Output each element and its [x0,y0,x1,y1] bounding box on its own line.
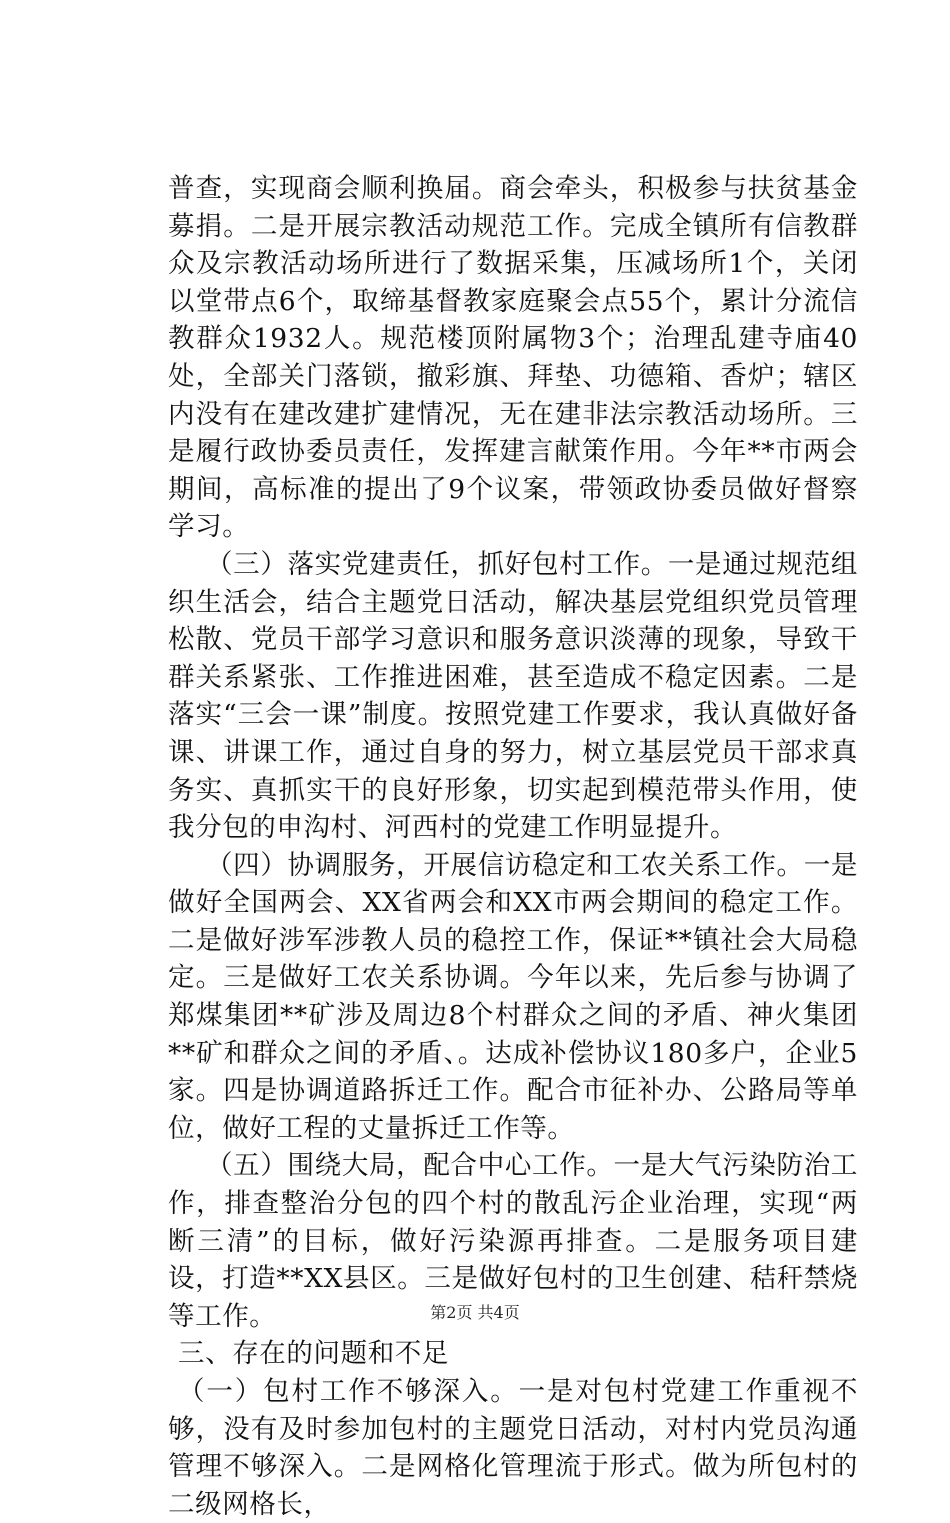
page-number-footer: 第2页 共4页 [430,1303,520,1322]
paragraph-section-4: （四）协调服务，开展信访稳定和工农关系工作。一是做好全国两会、XX省两会和XX市两会期间的稳定工作。二是做好涉军涉教人员的稳控工作，保证**镇社会大局稳定。三是做好工农关系协调。今年以来，先后参与协调了郑煤集团**矿涉及周边8个村群众之间的矛盾、神火集团**矿和群众之间的矛盾、。达成补偿协议180多户，企业5家。四是协调道路拆迁工作。配合市征补办、公路局等单位，做好工程的丈量拆迁工作等。 [168,849,858,1144]
section-heading-problems: 三、存在的问题和不足 [178,1338,449,1370]
paragraph-section-5: （五）围绕大局，配合中心工作。一是大气污染防治工作，排查整治分包的四个村的散乱污企业治理，实现“两断三清”的目标，做好污染源再排查。二是服务项目建设，打造**XX县区。三是做好包村的卫生创建、秸秆禁烧等工作。 [168,1150,858,1332]
paragraph-continuation: 普查，实现商会顺利换届。商会牵头，积极参与扶贫基金募捐。二是开展宗教活动规范工作。完成全镇所有信教群众及宗教活动场所进行了数据采集，压减场所1个，关闭以堂带点6个，取缔基督教家庭聚会点55个，累计分流信教群众1932人。规范楼顶附属物3个；治理乱建寺庙40处，全部关门落锁，撤彩旗、拜垫、功德箱、香炉；辖区内没有在建改建扩建情况，无在建非法宗教活动场所。三是履行政协委员责任，发挥建言献策作用。今年**市两会期间，高标准的提出了9个议案，带领政协委员做好督察学习。 [168,173,858,543]
paragraph-problem-1: （一）包村工作不够深入。一是对包村党建工作重视不够，没有及时参加包村的主题党日活动，对村内党员沟通管理不够深入。二是网格化管理流于形式。做为所包村的二级网格长， [168,1376,858,1520]
paragraph-section-3: （三）落实党建责任，抓好包村工作。一是通过规范组织生活会，结合主题党日活动，解决基层党组织党员管理松散、党员干部学习意识和服务意识淡薄的现象，导致干群关系紧张、工作推进困难，甚至造成不稳定因素。二是落实“三会一课”制度。按照党建工作要求，我认真做好备课、讲课工作，通过自身的努力，树立基层党员干部求真务实、真抓实干的良好形象，切实起到模范带头作用，使我分包的申沟村、河西村的党建工作明显提升。 [168,548,858,844]
